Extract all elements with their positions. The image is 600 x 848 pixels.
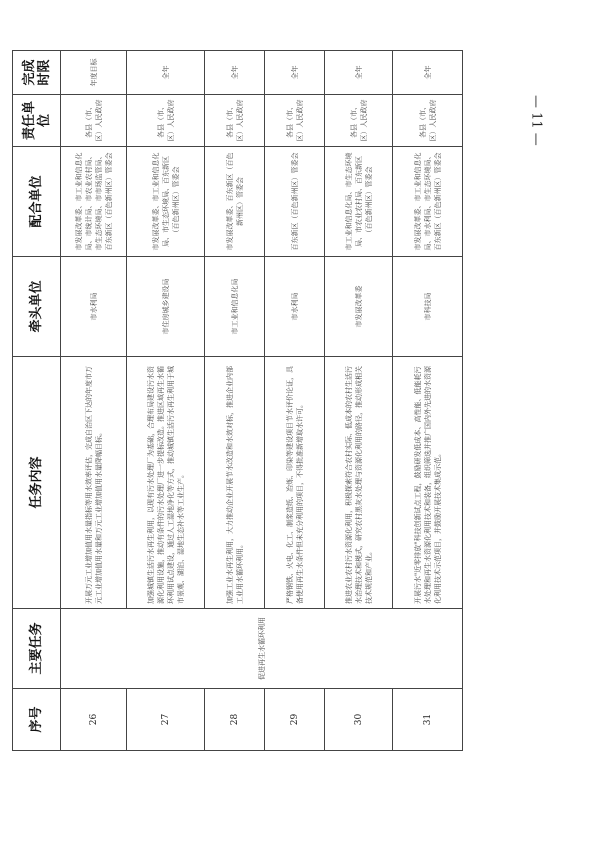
row-resp-unit: 各县（市、区）人民政府 [325,95,393,147]
row-content: 开展万元工业增加值用水量指标等用水效率评估，完成自治区下达的年度市万元工业增加值用水量和万元工业增加值用水量降幅目标。 [61,357,127,609]
row-content: 严格钢铁、火电、化工、制浆造纸、冶炼、印染等建设项目节水评价论证，具备使用再生水条件但未充分利用的项目，不得批准新增取水许可。 [265,357,325,609]
row-content: 加强城镇生活污水再生利用，以现有污水处理厂为基础，合理布局建设污水资源化利用设施，推动有条件的污水处理厂进一步提标改造。推进区域再生水循环利用试点建设，通过人工湿地净化等方式，推动城镇生活污水再生利用于城市景观、湖泊、湿地生态补水等工业生产。 [127,357,205,609]
row-time: 全年 [393,51,463,95]
header-resp-unit: 责任单位 [13,95,61,147]
table-row [61,51,127,751]
main-task-cell: 促进再生水循环利用 [61,609,463,689]
row-seq: 26 [61,689,127,751]
header-lead-unit: 牵头单位 [13,257,61,357]
row-resp-unit: 各县（市、区）人民政府 [61,95,127,147]
header-coop-unit: 配合单位 [13,147,61,257]
row-lead-unit: 市发展改革委 [325,257,393,357]
row-seq: 31 [393,689,463,751]
row-lead-unit: 市水利局 [61,257,127,357]
row-content: 加强工业水再生利用，大力推动企业开展节水改造和水效对标，推进企业内部工业用水循环利用。 [205,357,265,609]
row-resp-unit: 各县（市、区）人民政府 [265,95,325,147]
row-coop-unit: 市工业和信息化局、市生态环境局、市农业农村局、百东新区（百色新州区）管委会 [325,147,393,257]
row-resp-unit: 各县（市、区）人民政府 [127,95,205,147]
row-time: 年度目标 [61,51,127,95]
page-number: — 11 — [528,94,544,146]
row-coop-unit: 市发展改革委、市工业和信息化局、市生态环境局、百东新区（百色新州区）管委会 [127,147,205,257]
row-coop-unit: 市发展改革委、百东新区（百色新州区）管委会 [205,147,265,257]
row-time: 全年 [325,51,393,95]
header-main-task: 主要任务 [13,609,61,689]
row-seq: 29 [265,689,325,751]
row-lead-unit: 市住房城乡建设局 [127,257,205,357]
row-coop-unit: 百东新区（百色新州区）管委会 [265,147,325,257]
row-seq: 27 [127,689,205,751]
task-table [12,50,463,751]
row-lead-unit: 市水利局 [265,257,325,357]
row-time: 全年 [265,51,325,95]
header-seq: 序号 [13,689,61,751]
row-lead-unit: 市科技局 [393,257,463,357]
row-resp-unit: 各县（市、区）人民政府 [205,95,265,147]
row-time: 全年 [205,51,265,95]
row-coop-unit: 市发展改革委、市工业和信息化局、市水利局、市生态环境局、百东新区（百色新州区）管委会 [393,147,463,257]
row-seq: 30 [325,689,393,751]
rotated-page [12,51,457,751]
row-content: 开展污水"近零排放"科技创新试点工程，鼓励研发低成本、高性能、低能耗污水处理和再生水资源化利用技术和装备，组织筛选并推广国内外先进的水资源化利用技术示范项目，并鼓励开展技术集成示范。 [393,357,463,609]
header-time: 完成时限 [13,51,61,95]
row-content: 推进农业农村污水资源化利用，积极探索符合农村实际、低成本的农村生活污水治理技术和模式，研究农村黑灰水处理与资源化利用的路径，推动形成相关技术规范和产业。 [325,357,393,609]
row-time: 全年 [127,51,205,95]
row-seq: 28 [205,689,265,751]
row-lead-unit: 市工业和信息化局 [205,257,265,357]
table-header-row [13,51,61,751]
row-resp-unit: 各县（市、区）人民政府 [393,95,463,147]
header-content: 任务内容 [13,357,61,609]
row-coop-unit: 市发展改革委、市工业和信息化局、市统计局、市农业农村局、市生态环境局、市市场监管局、百东新区（百色新州区）管委会 [61,147,127,257]
